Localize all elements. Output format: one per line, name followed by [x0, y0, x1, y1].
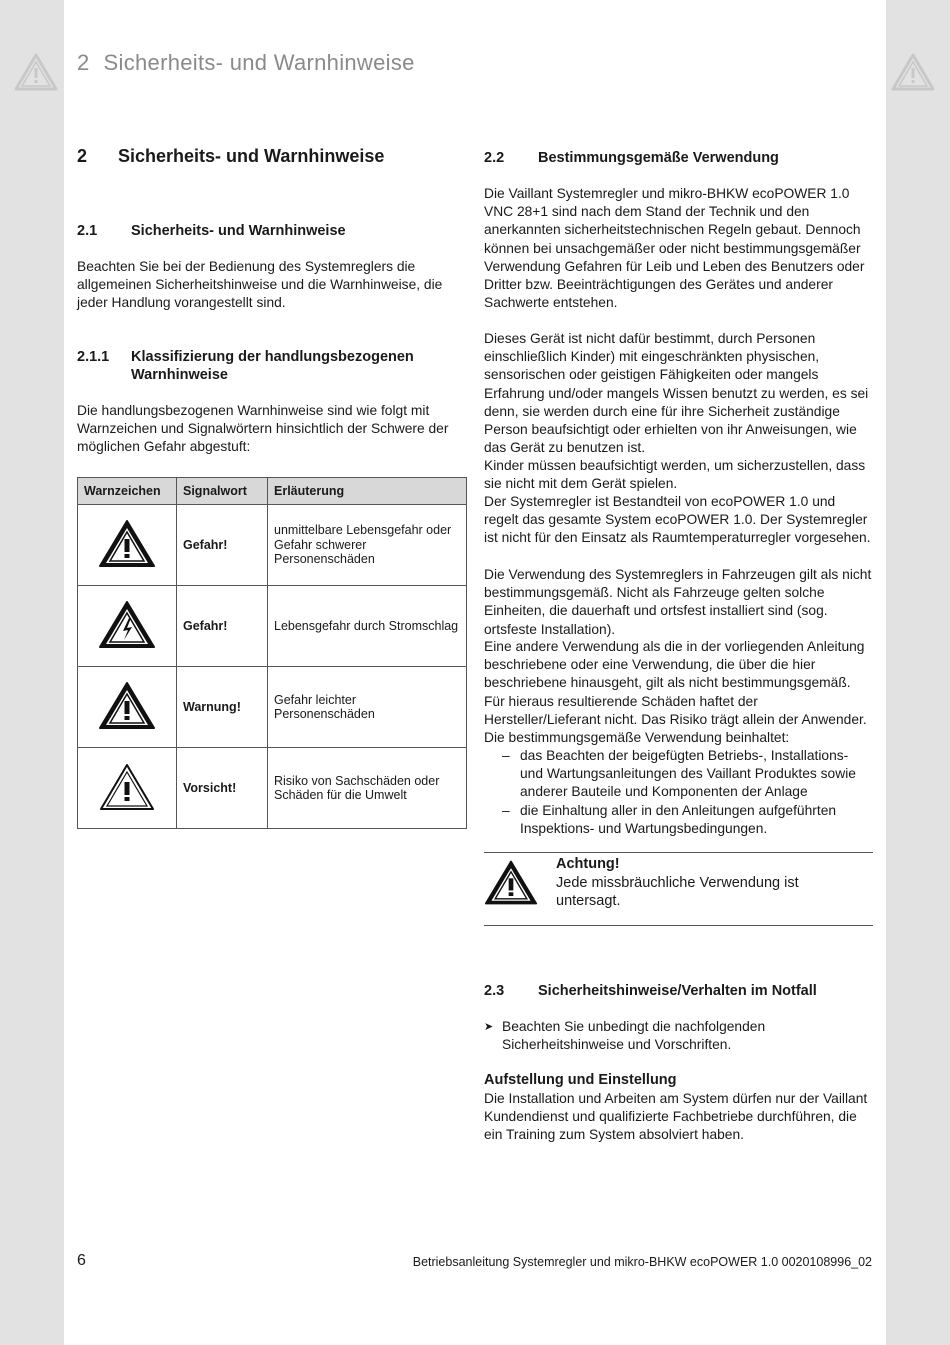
- paragraph: Die bestimmungsgemäße Verwendung beinhaltet:: [484, 730, 790, 745]
- section-heading-2-3: [484, 982, 874, 1002]
- table-row: [78, 505, 467, 586]
- section-title: Sicherheits- und Warnhinweise: [118, 146, 385, 166]
- table-row: [78, 748, 467, 829]
- running-header: [77, 50, 415, 76]
- paragraph: Dieses Gerät ist nicht dafür bestimmt, durch Personen einschließlich Kinder) mit eingeschränkten physischen, sensorischen oder geistigen Fähigkeiten oder mangels Erfahrung und/oder mangels Wissen benutzt zu werden, es sei denn, sie werden durch eine für ihre Sicherheit zuständige Person beaufsichtigt oder erhielten von ihr Anweisungen, wie das Gerät zu benutzen ist.: [484, 331, 869, 456]
- subheading: Aufstellung und Einstellung: [484, 1072, 677, 1088]
- running-header-number: 2: [77, 50, 90, 75]
- paragraph: Eine andere Verwendung als die in der vorliegenden Anleitung beschriebene oder eine Verwendung, die über die hier beschriebene hinausgeht, gilt als nicht bestimmungsgemäß. Für hieraus resultierende Schäden haftet der Hersteller/Lieferant nicht. Das Risiko trägt allein der Anwender.: [484, 639, 867, 727]
- margin-warning-icon: [14, 52, 58, 92]
- section-heading-2-2: [484, 149, 874, 169]
- usage-list: [484, 747, 873, 838]
- section-number: 2.1: [77, 223, 98, 239]
- signal-word: Warnung!: [177, 667, 268, 748]
- column-header: Signalwort: [177, 478, 268, 505]
- section-title-line2: Warnhinweise: [131, 367, 228, 383]
- bullet-text: Beachten Sie unbedingt die nachfolgenden Sicherheitshinweise und Vorschriften.: [502, 1019, 766, 1053]
- notice-text: Jede missbräuchliche Verwendung ist untersagt.: [556, 875, 799, 909]
- section-heading-2-1: [77, 222, 467, 242]
- warning-sign-cell: [78, 667, 177, 748]
- table-header-row: [78, 478, 467, 505]
- signal-word: Gefahr!: [177, 505, 268, 586]
- list-item-text: das Beachten der beigefügten Betriebs-, Installations- und Wartungsanleitungen des Vaillant Produktes sowie anderer Bauteile und Komponenten der Anlage: [520, 748, 856, 800]
- section-number: 2.2: [484, 150, 505, 166]
- margin-warning-icon: [891, 52, 935, 92]
- table-row: [78, 586, 467, 667]
- section-title: Sicherheits- und Warnhinweise: [131, 223, 346, 239]
- electric-shock-icon: [98, 600, 156, 650]
- paragraph: Beachten Sie bei der Bedienung des Systemreglers die allgemeinen Sicherheitshinweise und die Warnhinweise, die jeder Handlung vorangestellt sind.: [77, 259, 443, 311]
- paragraph: Die handlungsbezogenen Warnhinweise sind wie folgt mit Warnzeichen und Signalwörtern hinsichtlich der Schwere der möglichen Gefahr abgestuft:: [77, 403, 449, 455]
- caution-outline-icon: [98, 762, 156, 812]
- section-title: Sicherheitshinweise/Verhalten im Notfall: [538, 983, 817, 999]
- table-row: [78, 667, 467, 748]
- explanation: Lebensgefahr durch Stromschlag: [268, 586, 467, 667]
- warning-classification-table: [77, 477, 467, 829]
- section-title: Bestimmungsgemäße Verwendung: [538, 150, 779, 166]
- paragraph: Die Verwendung des Systemreglers in Fahrzeugen gilt als nicht bestimmungsgemäß. Nicht als Fahrzeuge gelten solche Einheiten, die dauerhaft und ortsfest installiert sind (sog. ortsfeste Installation).: [484, 567, 872, 637]
- bullet-arrow-icon: ➤: [484, 1021, 494, 1033]
- section-number: 2.1.1: [77, 349, 110, 365]
- paragraph: Die Vaillant Systemregler und mikro-BHKW ecoPOWER 1.0 VNC 28+1 sind nach dem Stand der Technik und den anerkannten sicherheitstechnischen Regeln gebaut. Dennoch können bei unsachgemäßer oder nicht bestimmungsgemäßer Verwendung Gefahren für Leib und Leben des Benutzers oder Dritter bzw. Beeinträchtigungen des Gerätes und anderer Sachwerte entstehen.: [484, 186, 865, 311]
- caution-notice: [484, 852, 873, 926]
- explanation: Gefahr leichter Personenschäden: [268, 667, 467, 748]
- warning-exclamation-icon: [98, 681, 156, 731]
- explanation: unmittelbare Lebensgefahr oder Gefahr schwerer Personenschäden: [268, 505, 467, 586]
- page-number: 6: [77, 1252, 86, 1269]
- list-item: [484, 802, 873, 838]
- warning-sign-cell: [78, 748, 177, 829]
- explanation: Risiko von Sachschäden oder Schäden für die Umwelt: [268, 748, 467, 829]
- paragraph: Kinder müssen beaufsichtigt werden, um sicherzustellen, dass sie nicht mit dem Gerät spielen.: [484, 458, 866, 492]
- section-number: 2.3: [484, 983, 505, 999]
- warning-sign-cell: [78, 505, 177, 586]
- warning-exclamation-icon: [98, 519, 156, 569]
- section-number: 2: [77, 146, 88, 166]
- column-header: Erläuterung: [268, 478, 467, 505]
- list-dash: –: [502, 802, 510, 818]
- section-heading-2-1-1: [77, 348, 467, 388]
- list-item: [484, 747, 873, 802]
- warning-exclamation-icon: [484, 859, 538, 907]
- section-title: Klassifizierung der handlungsbezogenen: [131, 349, 414, 365]
- running-header-title: Sicherheits- und Warnhinweise: [103, 50, 415, 75]
- warning-sign-cell: [78, 586, 177, 667]
- paragraph: Die Installation und Arbeiten am System dürfen nur der Vaillant Kundendienst und qualifizierte Fachbetriebe durchführen, die ein Training zum System absolviert haben.: [484, 1091, 868, 1143]
- signal-word: Gefahr!: [177, 586, 268, 667]
- footer-text: Betriebsanleitung Systemregler und mikro-BHKW ecoPOWER 1.0 0020108996_02: [412, 1255, 872, 1269]
- notice-title: Achtung!: [556, 856, 620, 872]
- list-dash: –: [502, 748, 510, 763]
- signal-word: Vorsicht!: [177, 748, 268, 829]
- list-item-text: die Einhaltung aller in den Anleitungen aufgeführten Inspektions- und Wartungsbedingungen.: [520, 802, 837, 836]
- column-header: Warnzeichen: [78, 478, 177, 505]
- paragraph: Der Systemregler ist Bestandteil von ecoPOWER 1.0 und regelt das gesamte System ecoPOWER 1.0. Der Systemregler ist nicht für den Einsatz als Raumtemperaturregler vorgesehen.: [484, 494, 871, 546]
- instruction-bullet: [484, 1018, 873, 1054]
